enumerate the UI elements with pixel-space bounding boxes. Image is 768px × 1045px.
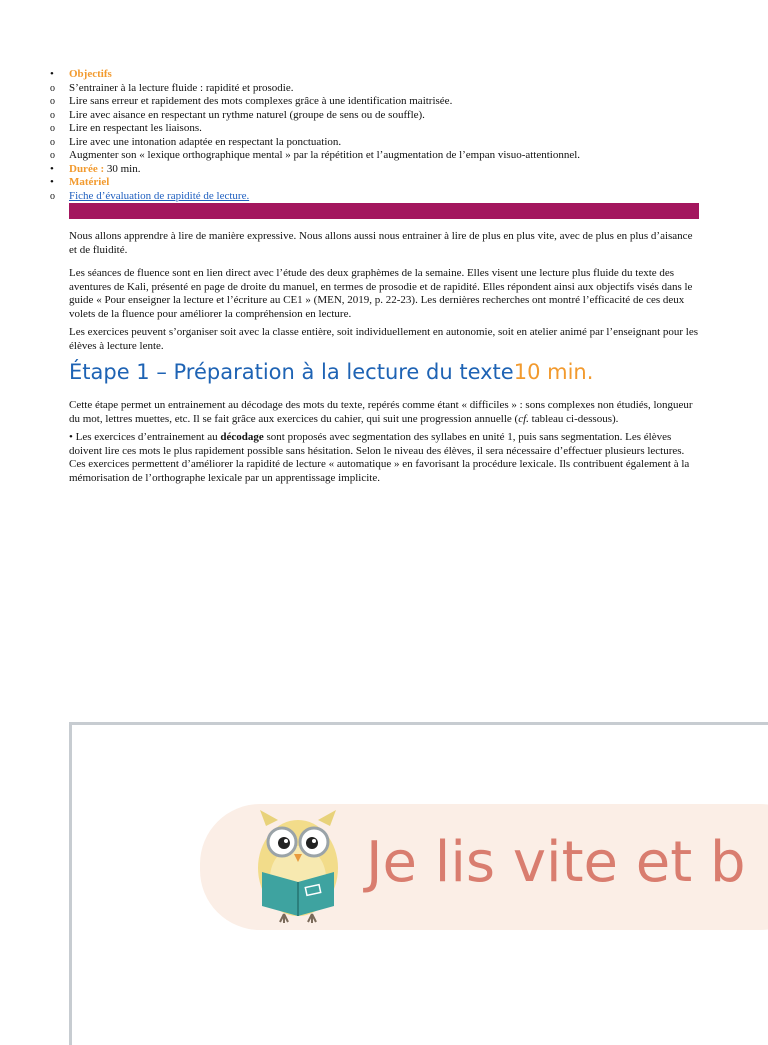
text-run: tableau ci-dessous). <box>528 412 619 425</box>
list-item: o Lire en respectant les liaisons. <box>69 122 699 136</box>
duree-value: 30 min. <box>104 162 141 175</box>
text-run: décodage <box>220 431 264 443</box>
document-body <box>69 68 699 485</box>
owl-reading-book-icon <box>248 806 348 924</box>
step-heading <box>69 359 699 385</box>
list-item: o Lire avec aisance en respectant un rythme naturel (groupe de sens ou de souffle). <box>69 109 699 123</box>
banner-title: Je lis vite et b <box>366 830 746 895</box>
list-item <box>69 163 699 177</box>
list-item: o Lire avec une intonation adaptée en respectant la ponctuation. <box>69 136 699 150</box>
step-title: Étape 1 – Préparation à la lecture du texte <box>69 360 514 384</box>
objectifs-label: Objectifs <box>69 68 112 80</box>
list-item: o Lire sans erreur et rapidement des mots complexes grâce à une identification maitrisée. <box>69 95 699 109</box>
list-item <box>69 176 699 190</box>
step-duration: 10 min. <box>513 360 594 384</box>
intro-paragraph: Les exercices peuvent s’organiser soit avec la classe entière, soit individuellement en autonomie, soit en atelier animé par l’enseignant pour les élèves à lecture lente. <box>69 326 699 352</box>
intro-paragraph: Nous allons apprendre à lire de manière expressive. Nous allons aussi nous entrainer à lire de plus en plus vite, avec de plus en plus d’aisance et de fluidité. <box>69 230 693 256</box>
step-paragraph <box>69 399 699 426</box>
objectives-list <box>69 68 699 203</box>
list-item <box>69 190 699 204</box>
text-run: Cette étape permet un entrainement au décodage des mots du texte, repérés comme étant « difficiles » : sons complexes non étudiés, longueur du mot, lettres muettes, etc. Il se fait grâce aux exercices du cahier, qui suit une progression annuelle ( <box>69 399 693 425</box>
intro-paragraph: Les séances de fluence sont en lien direct avec l’étude des deux graphèmes de la semaine. Elles visent une lecture plus fluide du texte des aventures de Kali, présenté en page de droite du manuel, en termes de prosodie et de rapidité. Elles répondent ainsi aux objectifs visés dans le guide « Pour enseigner la lecture et l’écriture au CE1 » (MEN, 2019, p. 22-23). Les dernières recherches ont montré l’efficacité de ces deux volets de la fluence pour améliorer la compréhension en lecture. <box>69 267 693 320</box>
text-run: • Les exercices d’entrainement au <box>69 431 221 443</box>
evaluation-sheet-link[interactable]: Fiche d’évaluation de rapidité de lecture. <box>69 189 250 202</box>
step-paragraph <box>69 431 699 485</box>
text-run: sont proposés avec segmentation des syllabes en unité 1, puis sans segmentation. Les élèves doivent lire ces mots le plus rapidement possible sans hésitation. Selon le niveau des élèves, il sera nécessaire d’effectuer plusieurs lectures. Ces exercices permettent d’améliorer la rapidité de lecture « automatique » en favorisant la procédure lexicale. Ils contribuent également à la mémorisation de l’orthographe lexicale par un apprentissage implicite. <box>69 431 690 484</box>
text-run: cf. <box>518 412 529 425</box>
list-item <box>69 68 699 82</box>
duree-label: Durée : <box>69 162 105 175</box>
list-item: o Augmenter son « lexique orthographique mental » par la répétition et l’augmentation de l’empan visuo-attentionnel. <box>69 149 699 163</box>
section-divider-bar <box>69 203 699 219</box>
list-item: o S’entrainer à la lecture fluide : rapidité et prosodie. <box>69 82 699 96</box>
materiel-label: Matériel <box>69 176 110 188</box>
